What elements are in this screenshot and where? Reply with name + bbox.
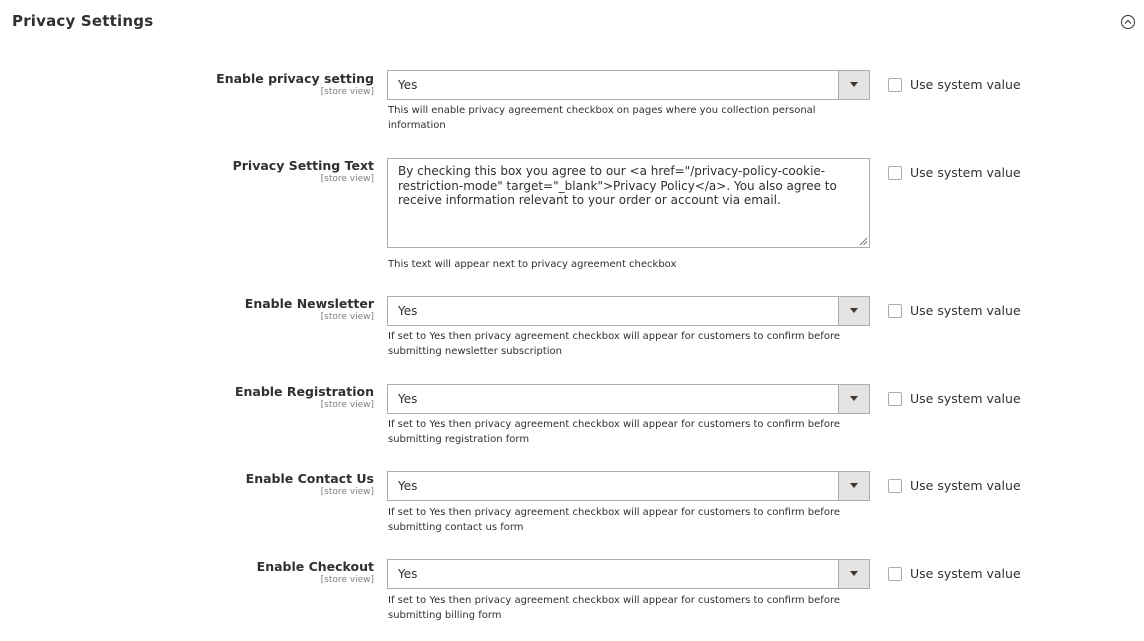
dropdown-arrow-icon[interactable]	[838, 385, 869, 413]
use-system-value-checkbox[interactable]	[888, 78, 902, 92]
collapse-icon[interactable]	[1121, 15, 1135, 29]
select-value: Yes	[398, 392, 418, 406]
field-note: If set to Yes then privacy agreement checkbox will appear for customers to confirm before submitting billing form	[388, 595, 840, 621]
scope-label: [store view]	[320, 87, 374, 97]
field-label-group	[114, 296, 374, 323]
use-system-value-label[interactable]: Use system value	[910, 478, 1021, 493]
field-label: Enable Checkout	[256, 559, 374, 574]
select-value: Yes	[398, 479, 418, 493]
field-label-group	[114, 471, 374, 498]
field-label: Privacy Setting Text	[232, 158, 374, 173]
use-system-value-label[interactable]: Use system value	[910, 566, 1021, 581]
field-label: Enable Registration	[234, 384, 374, 399]
resize-grip-icon[interactable]	[859, 237, 868, 246]
field-note: If set to Yes then privacy agreement checkbox will appear for customers to confirm before submitting registration form	[388, 419, 840, 445]
textarea-value: By checking this box you agree to our <a href="/privacy-policy-cookie-restriction-mode" target="_blank">Privacy Policy</a>. You also agree to receive information relevant to your order or account via email.	[398, 164, 837, 207]
use-system-value-checkbox[interactable]	[888, 567, 902, 581]
dropdown-arrow-icon[interactable]	[838, 472, 869, 500]
section-title: Privacy Settings	[12, 12, 154, 30]
field-label: Enable Contact Us	[245, 471, 374, 486]
field-label-group	[114, 158, 374, 185]
scope-label: [store view]	[320, 312, 374, 322]
use-system-value-label[interactable]: Use system value	[910, 165, 1021, 180]
use-system-value-label[interactable]: Use system value	[910, 77, 1021, 92]
use-system-value-checkbox[interactable]	[888, 479, 902, 493]
field-label: Enable privacy setting	[216, 71, 374, 86]
dropdown-arrow-icon[interactable]	[838, 71, 869, 99]
field-label-group	[114, 559, 374, 586]
field-label-group	[114, 71, 374, 98]
field-note: This text will appear next to privacy agreement checkbox	[388, 259, 677, 270]
use-system-value-label[interactable]: Use system value	[910, 303, 1021, 318]
use-system-value-checkbox[interactable]	[888, 304, 902, 318]
enable-newsletter-select[interactable]	[387, 296, 870, 326]
select-value: Yes	[398, 567, 418, 581]
enable-registration-select[interactable]	[387, 384, 870, 414]
use-system-value-label[interactable]: Use system value	[910, 391, 1021, 406]
enable-privacy-setting-select[interactable]	[387, 70, 870, 100]
section-header[interactable]	[0, 0, 1144, 46]
field-note: If set to Yes then privacy agreement checkbox will appear for customers to confirm before submitting newsletter subscription	[388, 331, 840, 357]
use-system-value-checkbox[interactable]	[888, 166, 902, 180]
privacy-setting-text-textarea[interactable]	[387, 158, 870, 248]
dropdown-arrow-icon[interactable]	[838, 560, 869, 588]
scope-label: [store view]	[320, 487, 374, 497]
enable-contact-us-select[interactable]	[387, 471, 870, 501]
scope-label: [store view]	[320, 575, 374, 585]
field-label: Enable Newsletter	[244, 296, 374, 311]
use-system-value-checkbox[interactable]	[888, 392, 902, 406]
scope-label: [store view]	[320, 400, 374, 410]
field-note: This will enable privacy agreement checkbox on pages where you collection personal information	[388, 105, 816, 131]
field-note: If set to Yes then privacy agreement checkbox will appear for customers to confirm before submitting contact us form	[388, 507, 840, 533]
select-value: Yes	[398, 78, 418, 92]
enable-checkout-select[interactable]	[387, 559, 870, 589]
scope-label: [store view]	[320, 174, 374, 184]
dropdown-arrow-icon[interactable]	[838, 297, 869, 325]
select-value: Yes	[398, 304, 418, 318]
field-label-group	[114, 384, 374, 411]
